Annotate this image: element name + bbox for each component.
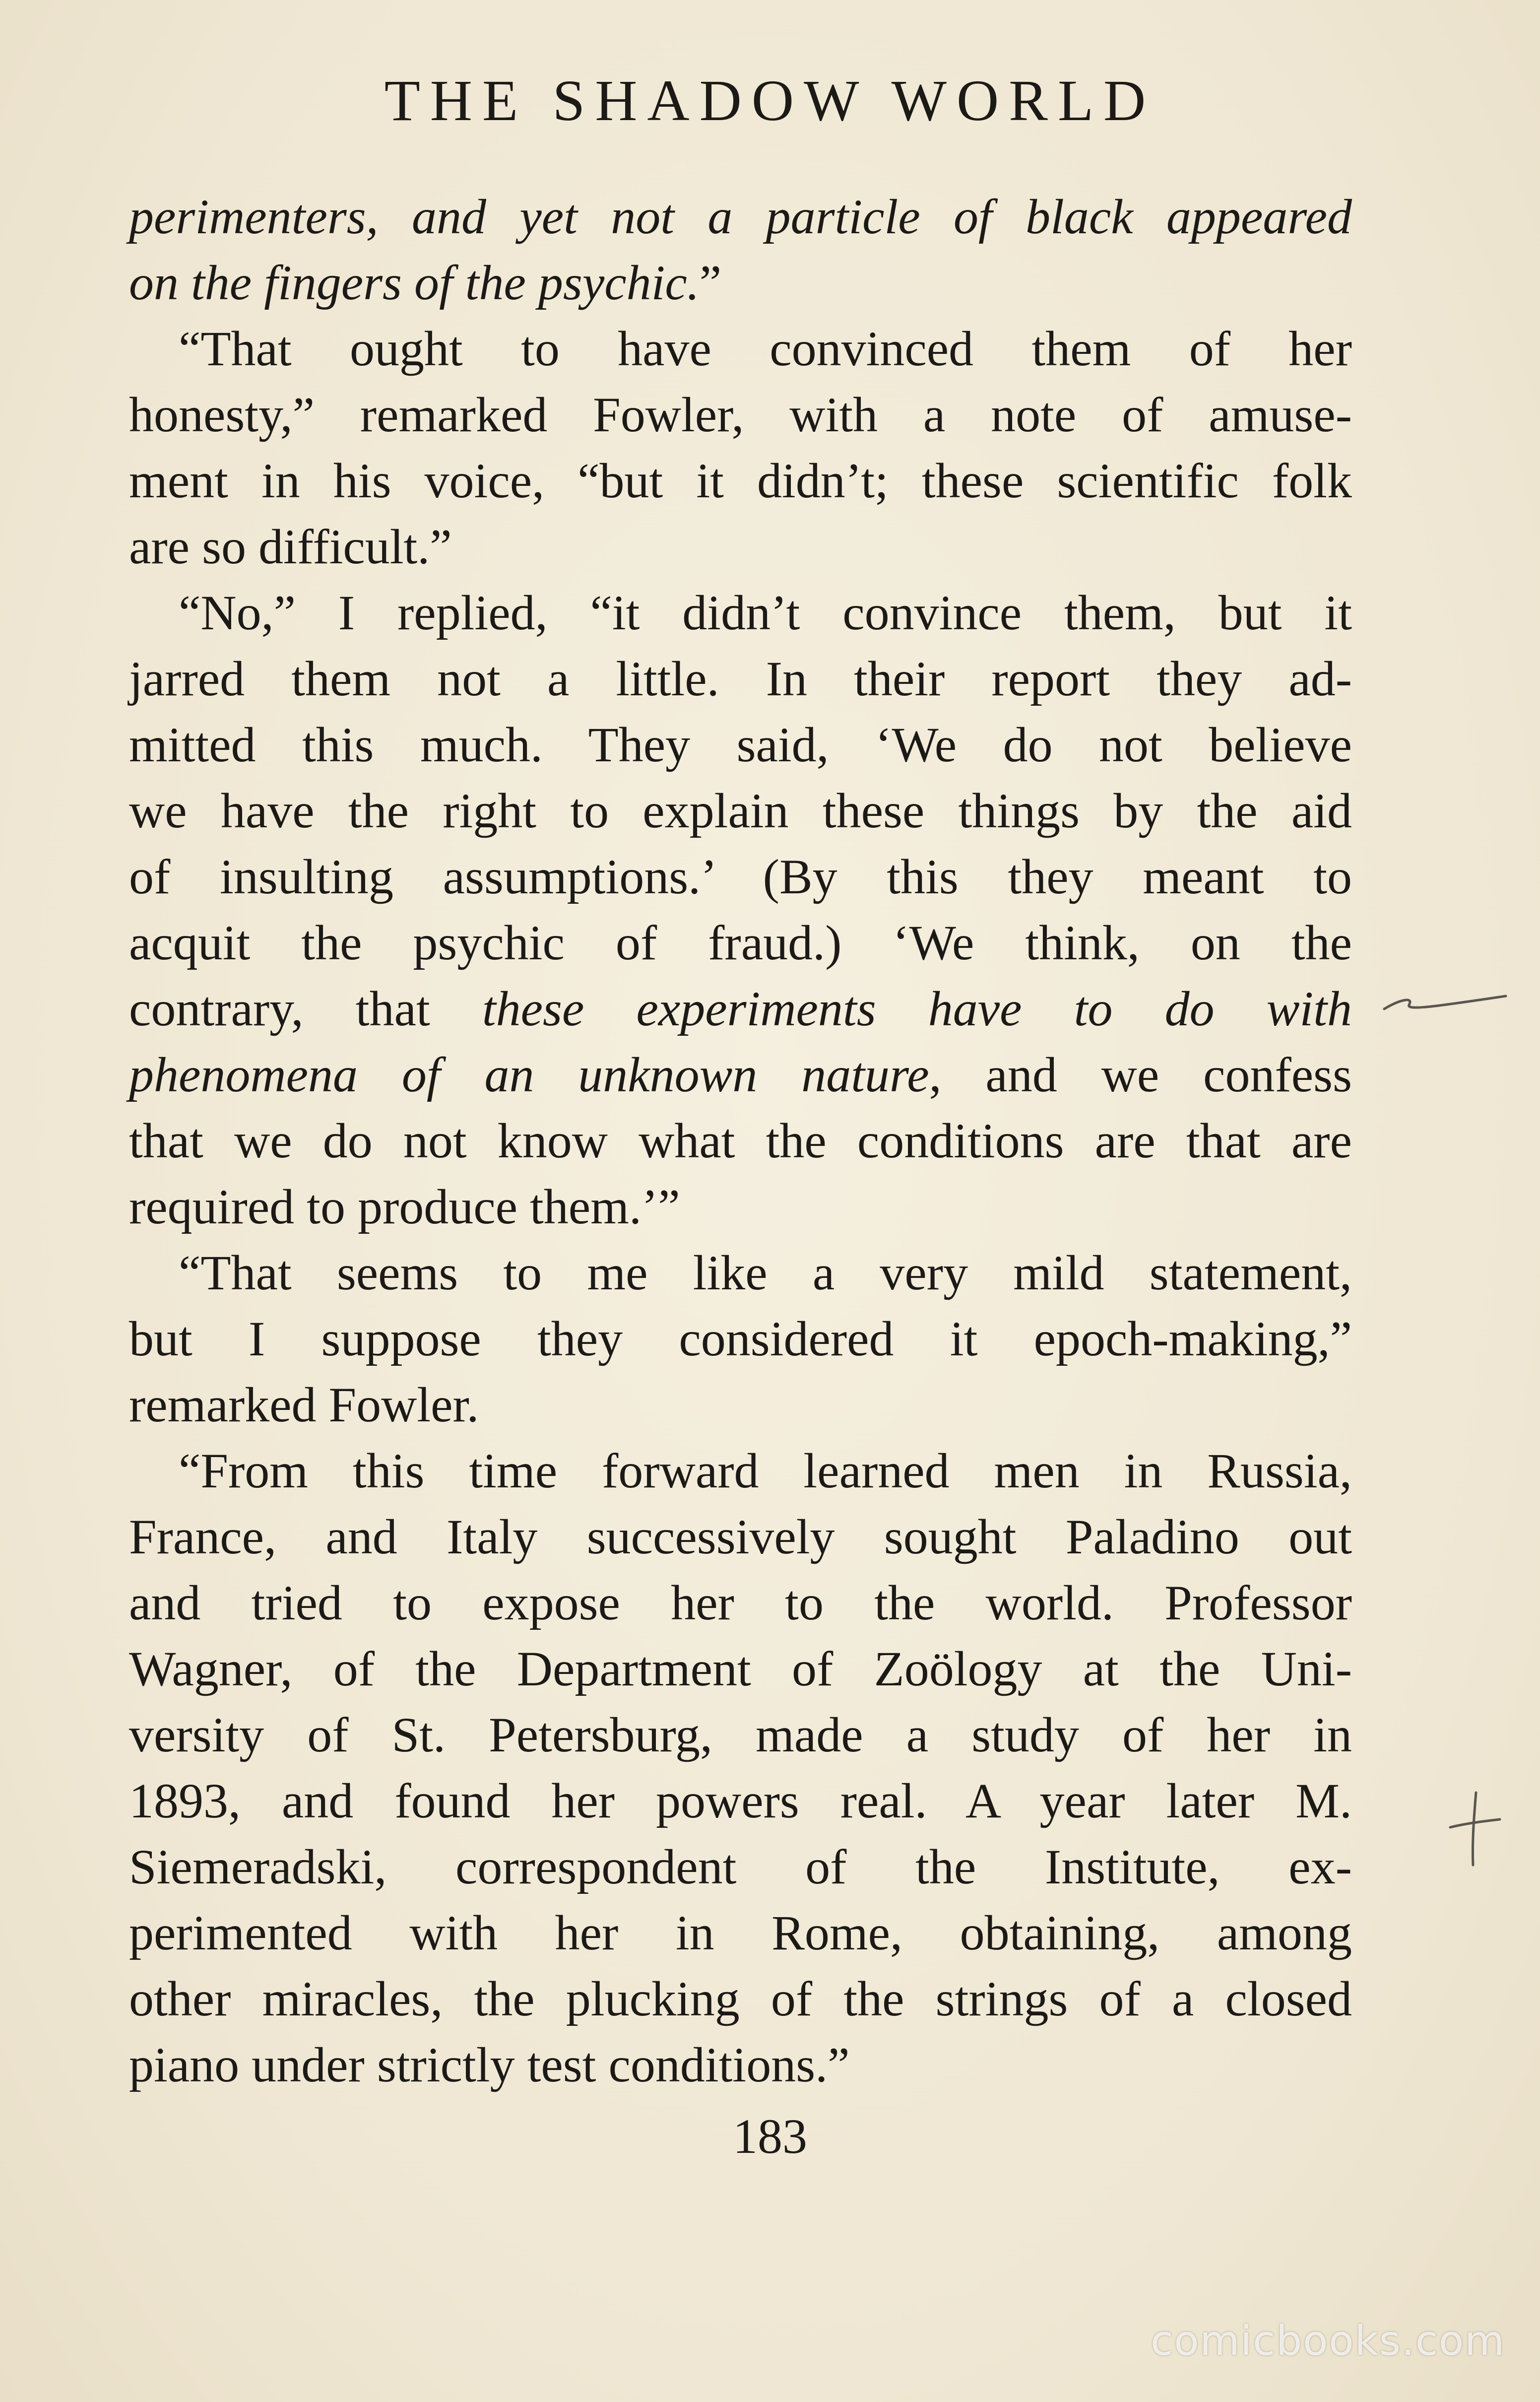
text-run: acquit the psychic of fraud.) ‘We think, on the (129, 915, 1352, 970)
text-run: “From this time forward learned men in Russia, (179, 1443, 1352, 1498)
text-run: “That ought to have convinced them of her (179, 321, 1352, 376)
margin-pencil-mark-cross (1441, 1787, 1506, 1871)
text-run: and tried to expose her to the world. Professor (129, 1575, 1352, 1630)
margin-pencil-mark-dash (1379, 985, 1513, 1025)
text-run: 1893, and found her powers real. A year later M. (129, 1773, 1352, 1828)
text-line (129, 976, 1352, 1042)
page-number: 183 (733, 2109, 807, 2164)
text-line (129, 1768, 1352, 1834)
text-run: remarked Fowler. (129, 1377, 479, 1432)
text-line (129, 1504, 1352, 1570)
text-line (129, 1834, 1352, 1900)
text-line (129, 778, 1352, 844)
text-run: ment in his voice, “but it didn’t; these scientific folk (129, 453, 1352, 508)
text-line (129, 1900, 1352, 1966)
text-line (129, 580, 1352, 646)
text-line (129, 844, 1352, 910)
text-line (129, 1306, 1352, 1372)
text-run: , and we confess (929, 1047, 1352, 1102)
italic-text-run: on the fingers of the psychic. (129, 255, 700, 310)
text-run: mitted this much. They said, ‘We do not believe (129, 717, 1352, 772)
text-line (129, 1966, 1352, 2032)
text-run: of insulting assumptions.’ (By this they meant to (129, 849, 1352, 904)
text-run: we have the right to explain these things by the aid (129, 783, 1352, 838)
text-run: perimented with her in Rome, obtaining, among (129, 1905, 1352, 1960)
text-run: are so difficult.” (129, 519, 452, 574)
text-line (129, 250, 1352, 316)
italic-text-run: phenomena of an unknown nature (129, 1047, 929, 1102)
text-run: piano under strictly test conditions.” (129, 2037, 850, 2092)
text-run: that we do not know what the conditions are that are (129, 1113, 1352, 1168)
text-line (129, 514, 1352, 580)
text-line (129, 184, 1352, 250)
text-line (129, 316, 1352, 382)
text-line (129, 1702, 1352, 1768)
text-line (129, 1240, 1352, 1306)
text-run: Wagner, of the Department of Zoölogy at the Uni- (129, 1641, 1352, 1696)
text-run: contrary, that (129, 981, 482, 1036)
text-run: required to produce them.’” (129, 1179, 680, 1234)
text-line (129, 1042, 1352, 1108)
watermark: comicbooks.com (1151, 2318, 1505, 2365)
text-run: “No,” I replied, “it didn’t convince them, but it (179, 585, 1352, 640)
text-line (129, 646, 1352, 712)
text-run: France, and Italy successively sought Paladino out (129, 1509, 1352, 1564)
text-run: Siemeradski, correspondent of the Institute, ex- (129, 1839, 1352, 1894)
text-run: but I suppose they considered it epoch-making,” (129, 1311, 1352, 1366)
text-line (129, 1570, 1352, 1636)
text-run: other miracles, the plucking of the strings of a closed (129, 1971, 1352, 2026)
text-run: jarred them not a little. In their report they ad- (129, 651, 1352, 706)
text-line (129, 2032, 1352, 2098)
text-run: ” (699, 255, 722, 310)
text-line (129, 448, 1352, 514)
text-run: versity of St. Petersburg, made a study of her in (129, 1707, 1352, 1762)
text-line (129, 1372, 1352, 1438)
text-line (129, 1438, 1352, 1504)
text-line (129, 1636, 1352, 1702)
text-line (129, 910, 1352, 976)
text-run: honesty,” remarked Fowler, with a note of amuse- (129, 387, 1352, 442)
text-line (129, 1174, 1352, 1240)
body-text (129, 184, 1352, 2098)
italic-text-run: these experiments have to do with (482, 981, 1352, 1036)
text-line (129, 712, 1352, 778)
text-line (129, 1108, 1352, 1174)
text-line (129, 382, 1352, 448)
text-run: “That seems to me like a very mild statement, (179, 1245, 1352, 1300)
italic-text-run: perimenters, and yet not a particle of black appeared (129, 189, 1352, 244)
running-head: THE SHADOW WORLD (384, 68, 1156, 133)
